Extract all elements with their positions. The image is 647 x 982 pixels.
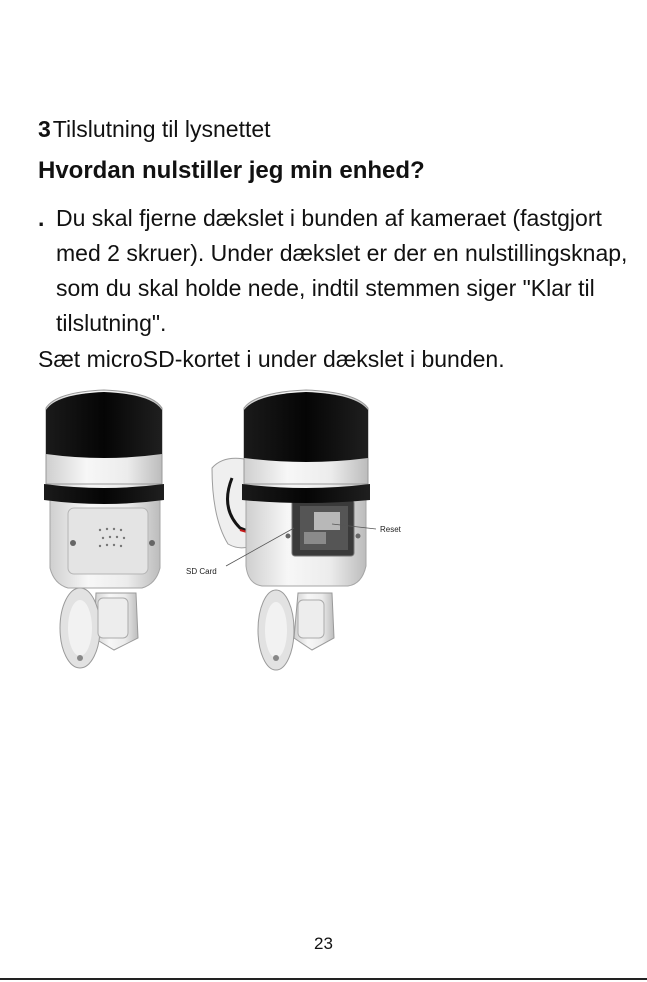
- sd-card-label: SD Card: [186, 567, 217, 576]
- microsd-note: Sæt microSD-kortet i under dækslet i bunden.: [38, 346, 505, 372]
- section-number: 3: [38, 116, 51, 142]
- bullet-marker: .: [38, 205, 45, 231]
- camera-front-view: [44, 390, 164, 668]
- bullet-text: Du skal fjerne dækslet i bunden af kameraet (fastgjort med 2 skruer). Under dækslet er der en nulstillingsknap, som du skal holde nede, indtil stemmen siger "Klar til tilslutning".: [56, 205, 628, 336]
- footer-rule: [0, 978, 647, 980]
- section-heading: [38, 116, 271, 143]
- page-number: 23: [314, 934, 333, 953]
- camera-photo: [36, 388, 436, 678]
- reset-label: Reset: [380, 525, 401, 534]
- section-title: Tilslutning til lysnettet: [52, 116, 271, 142]
- question-heading: Hvordan nulstiller jeg min enhed?: [38, 157, 425, 184]
- instruction-bullet: [38, 201, 638, 341]
